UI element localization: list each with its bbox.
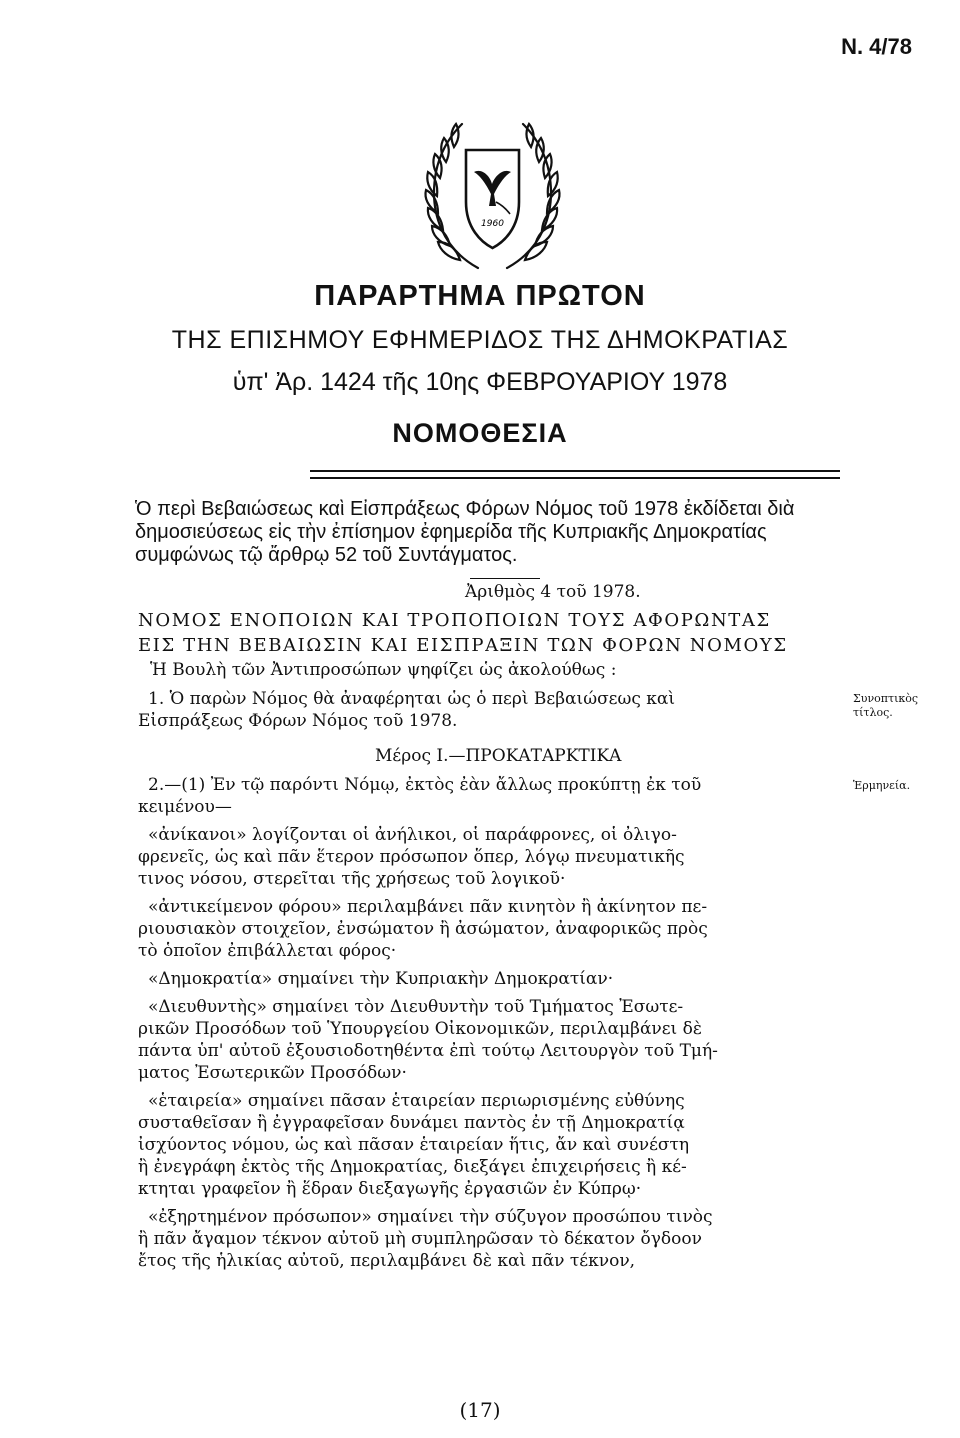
definition-line: ἔτος τῆς ἡλικίας αὐτοῦ, περιλαμβάνει δὲ καὶ πᾶν τέκνον, <box>138 1251 636 1271</box>
definition-line: φρενεῖς, ὡς καὶ πᾶν ἕτερον πρόσωπον ὅπερ, λόγῳ πνευματικῆς <box>138 847 685 867</box>
law-number: Ἀριθμὸς 4 τοῦ 1978. <box>465 582 641 602</box>
gazette-title: ΤΗΣ ΕΠΙΣΗΜΟΥ ΕΦΗΜΕΡΙΔΟΣ ΤΗΣ ΔΗΜΟΚΡΑΤΙΑΣ <box>171 326 789 354</box>
definition-line: συσταθεῖσαν ἢ ἐγγραφεῖσαν δυνάμει παντὸς ἐν τῇ Δημοκρατίᾳ <box>138 1113 685 1133</box>
double-rule-top <box>310 470 840 472</box>
section-1-text: Εἰσπράξεως Φόρων Νόμος τοῦ 1978. <box>138 711 458 731</box>
definition-line: ἢ ἐνεγράφη ἐκτὸς τῆς Δημοκρατίας, διεξάγει ἐπιχειρήσεις ἢ κέ- <box>138 1157 687 1177</box>
margin-note-short-title: τίτλος. <box>853 706 893 719</box>
margin-note-interpretation: Ἑρμηνεία. <box>853 779 911 792</box>
coat-of-arms-icon <box>400 110 585 280</box>
definition-line: ματος Ἐσωτερικῶν Προσόδων· <box>138 1063 407 1083</box>
intro-line: συμφώνως τῷ ἄρθρῳ 52 τοῦ Συντάγματος. <box>135 544 518 566</box>
intro-line: Ὁ περὶ Βεβαιώσεως καὶ Εἰσπράξεως Φόρων Νόμος τοῦ 1978 ἐκδίδεται διὰ <box>135 498 795 520</box>
section-2-text: 2.—(1) Ἐν τῷ παρόντι Νόμῳ, ἐκτὸς ἐὰν ἄλλως προκύπτῃ ἐκ τοῦ <box>148 775 702 795</box>
law-title-line: ΝΟΜΟΣ ΕΝΟΠΟΙΩΝ ΚΑΙ ΤΡΟΠΟΠΟΙΩΝ ΤΟΥΣ ΑΦΟΡΩΝΤΑΣ <box>138 610 771 631</box>
section-1-text: 1. Ὁ παρὼν Νόμος θὰ ἀναφέρηται ὡς ὁ περὶ Βεβαιώσεως καὶ <box>148 689 676 709</box>
definition-line: «Δημοκρατία» σημαίνει τὴν Κυπριακὴν Δημοκρατίαν· <box>148 969 614 989</box>
definition-line: ἢ πᾶν ἄγαμον τέκνον αὐτοῦ μὴ συμπληρῶσαν τὸ δέκατον ὄγδοον <box>138 1229 702 1249</box>
definition-line: ἰσχύοντος νόμου, ὡς καὶ πᾶσαν ἑταιρείαν ἥτις, ἄν καὶ συνέστη <box>138 1135 690 1155</box>
definition-line: τινος νόσου, στερεῖται τῆς χρήσεως τοῦ λογικοῦ· <box>138 869 566 889</box>
intro-line: δημοσιεύσεως εἰς τὴν ἐπίσημον ἐφημερίδα τῆς Κυπριακῆς Δημοκρατίας <box>135 521 767 543</box>
definition-line: κτηται γραφεῖον ἢ ἕδραν διεξαγωγῆς ἐργασιῶν ἐν Κύπρῳ· <box>138 1179 642 1199</box>
definition-line: πάντα ὑπ' αὐτοῦ ἐξουσιοδοτηθέντα ἐπὶ τούτῳ Λειτουργὸν τοῦ Τμή- <box>138 1041 718 1061</box>
part-heading: Μέρος Ι.—ΠΡΟΚΑΤΑΡΚΤΙΚΑ <box>375 746 622 766</box>
enactment-formula: Ἡ Βουλὴ τῶν Ἀντιπροσώπων ψηφίζει ὡς ἀκολούθως : <box>150 660 617 680</box>
definition-line: ρικῶν Προσόδων τοῦ Ὑπουργείου Οἰκονομικῶν, περιλαμβάνει δὲ <box>138 1019 702 1039</box>
document-number: Ν. 4/78 <box>841 34 912 59</box>
separator-rule <box>470 578 540 579</box>
definition-line: «ἀντικείμενον φόρου» περιλαμβάνει πᾶν κινητὸν ἢ ἀκίνητον πε- <box>148 897 708 917</box>
section-title: ΝΟΜΟΘΕΣΙΑ <box>392 418 568 448</box>
seal-year: 1960 <box>481 219 504 229</box>
definition-line: «ἑταιρεία» σημαίνει πᾶσαν ἑταιρείαν περιωρισμένης εὐθύνης <box>148 1091 685 1111</box>
definition-line: τὸ ὁποῖον ἐπιβάλλεται φόρος· <box>138 941 397 961</box>
section-2-text: κειμένου— <box>138 797 232 817</box>
margin-note-short-title: Συνοπτικὸς <box>853 692 919 705</box>
definition-line: «ἀνίκανοι» λογίζονται οἱ ἀνήλικοι, οἱ παράφρονες, οἱ ὀλιγο- <box>148 825 677 845</box>
definition-line: ριουσιακὸν στοιχεῖον, ἐνσώματον ἢ ἀσώματον, ἀναφορικῶς πρὸς <box>138 919 708 939</box>
definition-line: «ἐξηρτημένον πρόσωπον» σημαίνει τὴν σύζυγον προσώπου τινὸς <box>148 1207 713 1227</box>
law-title-line: ΕΙΣ ΤΗΝ ΒΕΒΑΙΩΣΙΝ ΚΑΙ ΕΙΣΠΡΑΞΙΝ ΤΩΝ ΦΟΡΩΝ ΝΟΜΟΥΣ <box>138 635 788 656</box>
annex-title: ΠΑΡΑΡΤΗΜΑ ΠΡΩΤΟΝ <box>314 280 646 312</box>
definition-line: «Διευθυντὴς» σημαίνει τὸν Διευθυντὴν τοῦ Τμήματος Ἐσωτε- <box>148 997 684 1017</box>
double-rule-bottom <box>310 477 840 479</box>
page-number: (17) <box>459 1398 501 1422</box>
issue-line: ὑπ' Ἀρ. 1424 τῆς 10ης ΦΕΒΡΟΥΑΡΙΟΥ 1978 <box>232 368 728 396</box>
